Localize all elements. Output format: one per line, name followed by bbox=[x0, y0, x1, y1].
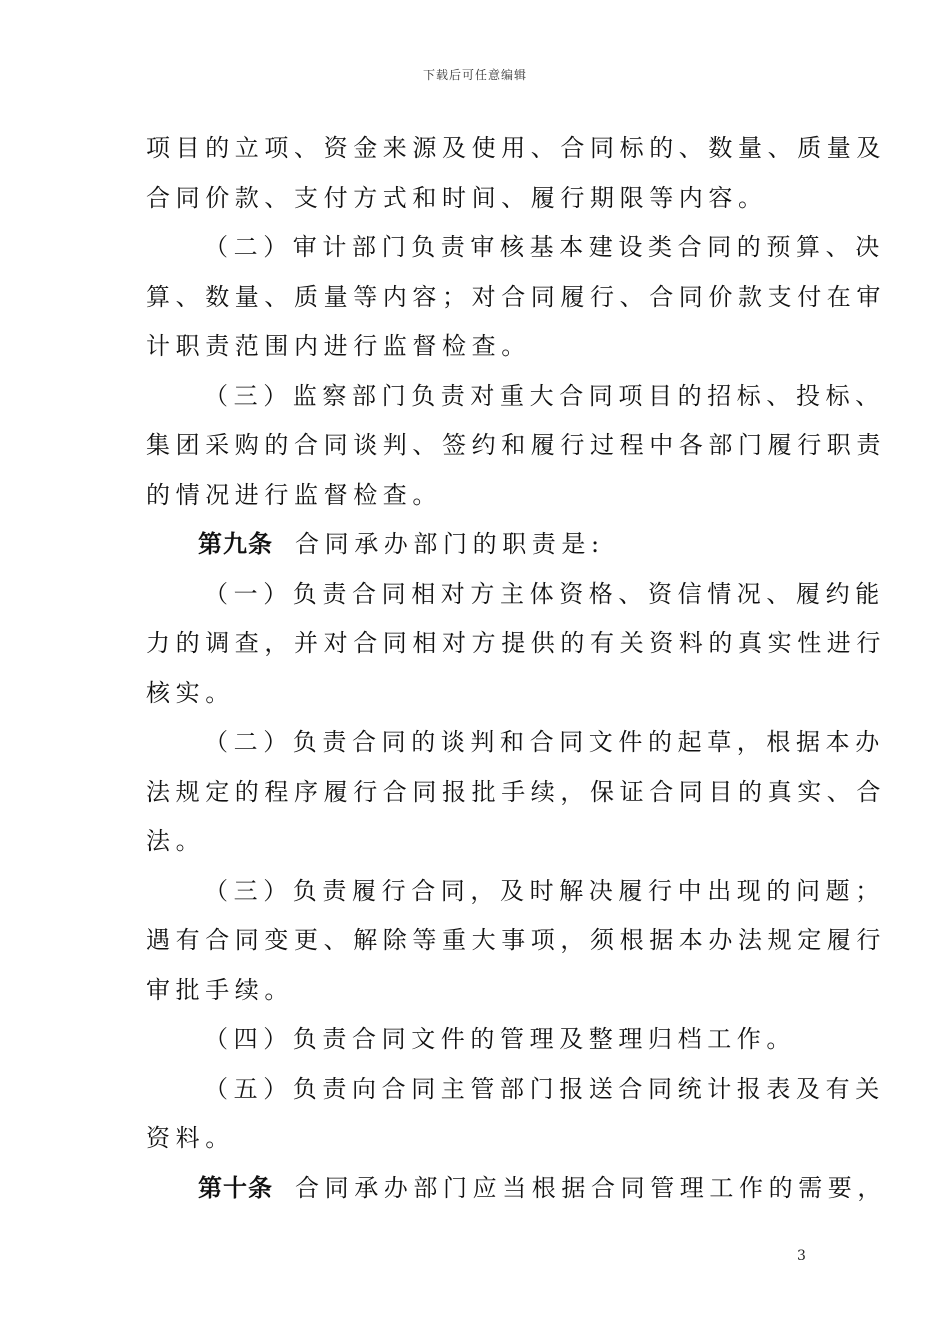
paragraph-item-3 bbox=[146, 867, 886, 1016]
text-line: 计职责范围内进行监督检查。 bbox=[146, 332, 531, 360]
text-line: （一）负责合同相对方主体资格、资信情况、履约能 bbox=[204, 579, 885, 608]
text-line: 审批手续。 bbox=[146, 975, 294, 1004]
paragraph-audit-dept bbox=[146, 223, 886, 372]
text-line: 合同价款、支付方式和时间、履行期限等内容。 bbox=[146, 183, 768, 212]
text-line bbox=[146, 1164, 887, 1214]
text-line: （四）负责合同文件的管理及整理归档工作。 bbox=[204, 1025, 796, 1053]
article-number: 第十条 bbox=[198, 1173, 273, 1202]
text-line: （三）监察部门负责对重大合同项目的招标、投标、 bbox=[204, 381, 885, 410]
article-text: 合同承办部门应当根据合同管理工作的需要， bbox=[295, 1173, 887, 1202]
paragraph-item-4 bbox=[146, 1015, 806, 1065]
text-line: 项目的立项、资金来源及使用、合同标的、数量、质量及 bbox=[146, 134, 886, 162]
article-10 bbox=[146, 1164, 887, 1214]
text-line: 法。 bbox=[146, 827, 206, 855]
text-line: 力的调查，并对合同相对方提供的有关资料的真实性进行 bbox=[146, 629, 886, 657]
paragraph-continuation bbox=[146, 124, 886, 223]
text-line: 算、数量、质量等内容；对合同履行、合同价款支付在审 bbox=[146, 282, 886, 311]
text-line: 资料。 bbox=[146, 1124, 235, 1152]
document-body bbox=[146, 124, 887, 1213]
text-line: （三）负责履行合同，及时解决履行中出现的问题； bbox=[204, 876, 885, 905]
paragraph-item-2 bbox=[146, 718, 886, 867]
text-line: （二）审计部门负责审核基本建设类合同的预算、决 bbox=[204, 233, 885, 261]
article-9 bbox=[146, 520, 806, 570]
text-line: （五）负责向合同主管部门报送合同统计报表及有关 bbox=[204, 1074, 885, 1103]
article-text: 合同承办部门的职责是: bbox=[295, 530, 605, 558]
page-header: 下载后可任意编辑 bbox=[422, 68, 527, 82]
text-line: 集团采购的合同谈判、签约和履行过程中各部门履行职责 bbox=[146, 431, 886, 459]
text-line: 法规定的程序履行合同报批手续，保证合同目的真实、合 bbox=[146, 777, 886, 806]
text-line bbox=[146, 520, 806, 570]
text-line: （二）负责合同的谈判和合同文件的起草，根据本办 bbox=[204, 728, 885, 756]
text-line: 核实。 bbox=[146, 678, 235, 707]
page-number: 3 bbox=[797, 1248, 806, 1264]
text-line: 的情况进行监督检查。 bbox=[146, 480, 442, 509]
text-line: 遇有合同变更、解除等重大事项，须根据本办法规定履行 bbox=[146, 926, 886, 954]
article-number: 第九条 bbox=[198, 530, 273, 558]
paragraph-item-5 bbox=[146, 1065, 885, 1164]
paragraph-supervision-dept bbox=[146, 372, 886, 521]
paragraph-item-1 bbox=[146, 570, 886, 719]
